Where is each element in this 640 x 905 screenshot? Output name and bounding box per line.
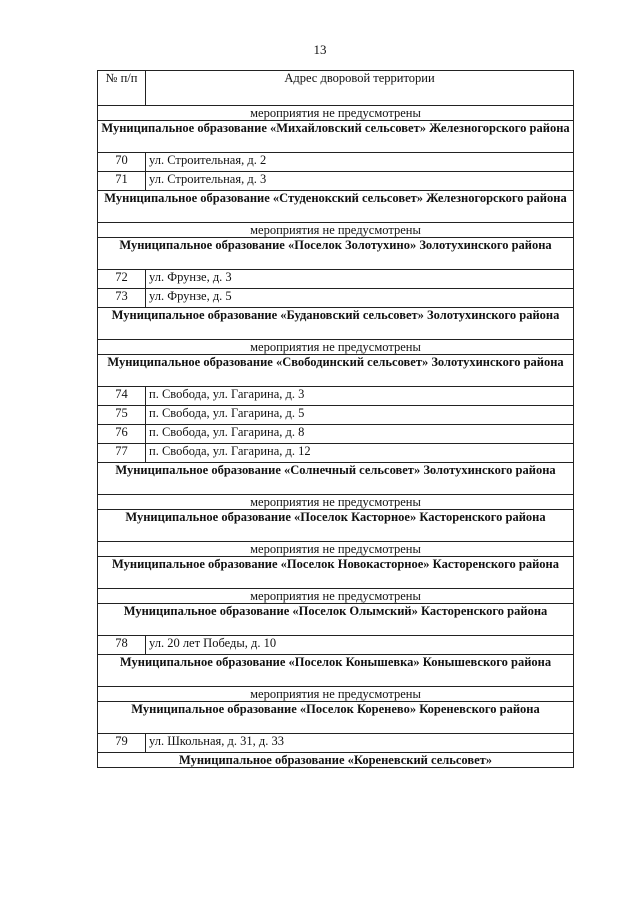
table-body	[98, 106, 574, 768]
note-text: мероприятия не предусмотрены	[98, 106, 574, 121]
table-row	[98, 270, 574, 289]
section-row	[98, 604, 574, 636]
address-table	[97, 70, 574, 768]
row-address: ул. 20 лет Победы, д. 10	[146, 636, 574, 655]
note-text: мероприятия не предусмотрены	[98, 687, 574, 702]
row-number: 70	[98, 153, 146, 172]
section-row	[98, 702, 574, 734]
section-title: Муниципальное образование «Поселок Золотухино» Золотухинского района	[98, 238, 574, 270]
note-row	[98, 495, 574, 510]
section-row	[98, 308, 574, 340]
section-row	[98, 510, 574, 542]
row-address: ул. Фрунзе, д. 3	[146, 270, 574, 289]
note-text: мероприятия не предусмотрены	[98, 495, 574, 510]
table-row	[98, 425, 574, 444]
note-row	[98, 589, 574, 604]
row-number: 76	[98, 425, 146, 444]
table-row	[98, 153, 574, 172]
note-row	[98, 687, 574, 702]
section-title: Муниципальное образование «Кореневский сельсовет»	[98, 753, 574, 768]
note-text: мероприятия не предусмотрены	[98, 223, 574, 238]
table-row	[98, 636, 574, 655]
row-number: 74	[98, 387, 146, 406]
row-address: ул. Строительная, д. 2	[146, 153, 574, 172]
section-row	[98, 557, 574, 589]
page-number: 13	[313, 42, 327, 57]
note-text: мероприятия не предусмотрены	[98, 340, 574, 355]
section-row	[98, 753, 574, 768]
row-address: п. Свобода, ул. Гагарина, д. 5	[146, 406, 574, 425]
section-title: Муниципальное образование «Поселок Олымский» Касторенского района	[98, 604, 574, 636]
section-row	[98, 121, 574, 153]
row-number: 75	[98, 406, 146, 425]
section-title: Муниципальное образование «Поселок Касторное» Касторенского района	[98, 510, 574, 542]
note-row	[98, 542, 574, 557]
note-row	[98, 223, 574, 238]
row-number: 72	[98, 270, 146, 289]
section-row	[98, 238, 574, 270]
row-number: 77	[98, 444, 146, 463]
section-row	[98, 191, 574, 223]
row-address: ул. Школьная, д. 31, д. 33	[146, 734, 574, 753]
section-title: Муниципальное образование «Солнечный сельсовет» Золотухинского района	[98, 463, 574, 495]
table-row	[98, 172, 574, 191]
section-title: Муниципальное образование «Поселок Коренево» Кореневского района	[98, 702, 574, 734]
section-title: Муниципальное образование «Поселок Конышевка» Конышевского района	[98, 655, 574, 687]
row-address: п. Свобода, ул. Гагарина, д. 12	[146, 444, 574, 463]
row-number: 71	[98, 172, 146, 191]
table-header-row	[98, 71, 574, 106]
table-row	[98, 734, 574, 753]
section-row	[98, 355, 574, 387]
table-row	[98, 289, 574, 308]
note-row	[98, 106, 574, 121]
table-row	[98, 387, 574, 406]
row-address: п. Свобода, ул. Гагарина, д. 8	[146, 425, 574, 444]
header-num: № п/п	[98, 71, 146, 106]
row-number: 79	[98, 734, 146, 753]
section-title: Муниципальное образование «Свободинский сельсовет» Золотухинского района	[98, 355, 574, 387]
row-address: ул. Фрунзе, д. 5	[146, 289, 574, 308]
section-title: Муниципальное образование «Михайловский сельсовет» Железногорского района	[98, 121, 574, 153]
section-title: Муниципальное образование «Поселок Новокасторное» Касторенского района	[98, 557, 574, 589]
row-number: 73	[98, 289, 146, 308]
table-row	[98, 406, 574, 425]
table-row	[98, 444, 574, 463]
header-address: Адрес дворовой территории	[146, 71, 574, 106]
note-text: мероприятия не предусмотрены	[98, 589, 574, 604]
row-number: 78	[98, 636, 146, 655]
row-address: ул. Строительная, д. 3	[146, 172, 574, 191]
note-row	[98, 340, 574, 355]
section-title: Муниципальное образование «Будановский сельсовет» Золотухинского района	[98, 308, 574, 340]
section-row	[98, 463, 574, 495]
section-title: Муниципальное образование «Студенокский сельсовет» Железногорского района	[98, 191, 574, 223]
section-row	[98, 655, 574, 687]
note-text: мероприятия не предусмотрены	[98, 542, 574, 557]
row-address: п. Свобода, ул. Гагарина, д. 3	[146, 387, 574, 406]
